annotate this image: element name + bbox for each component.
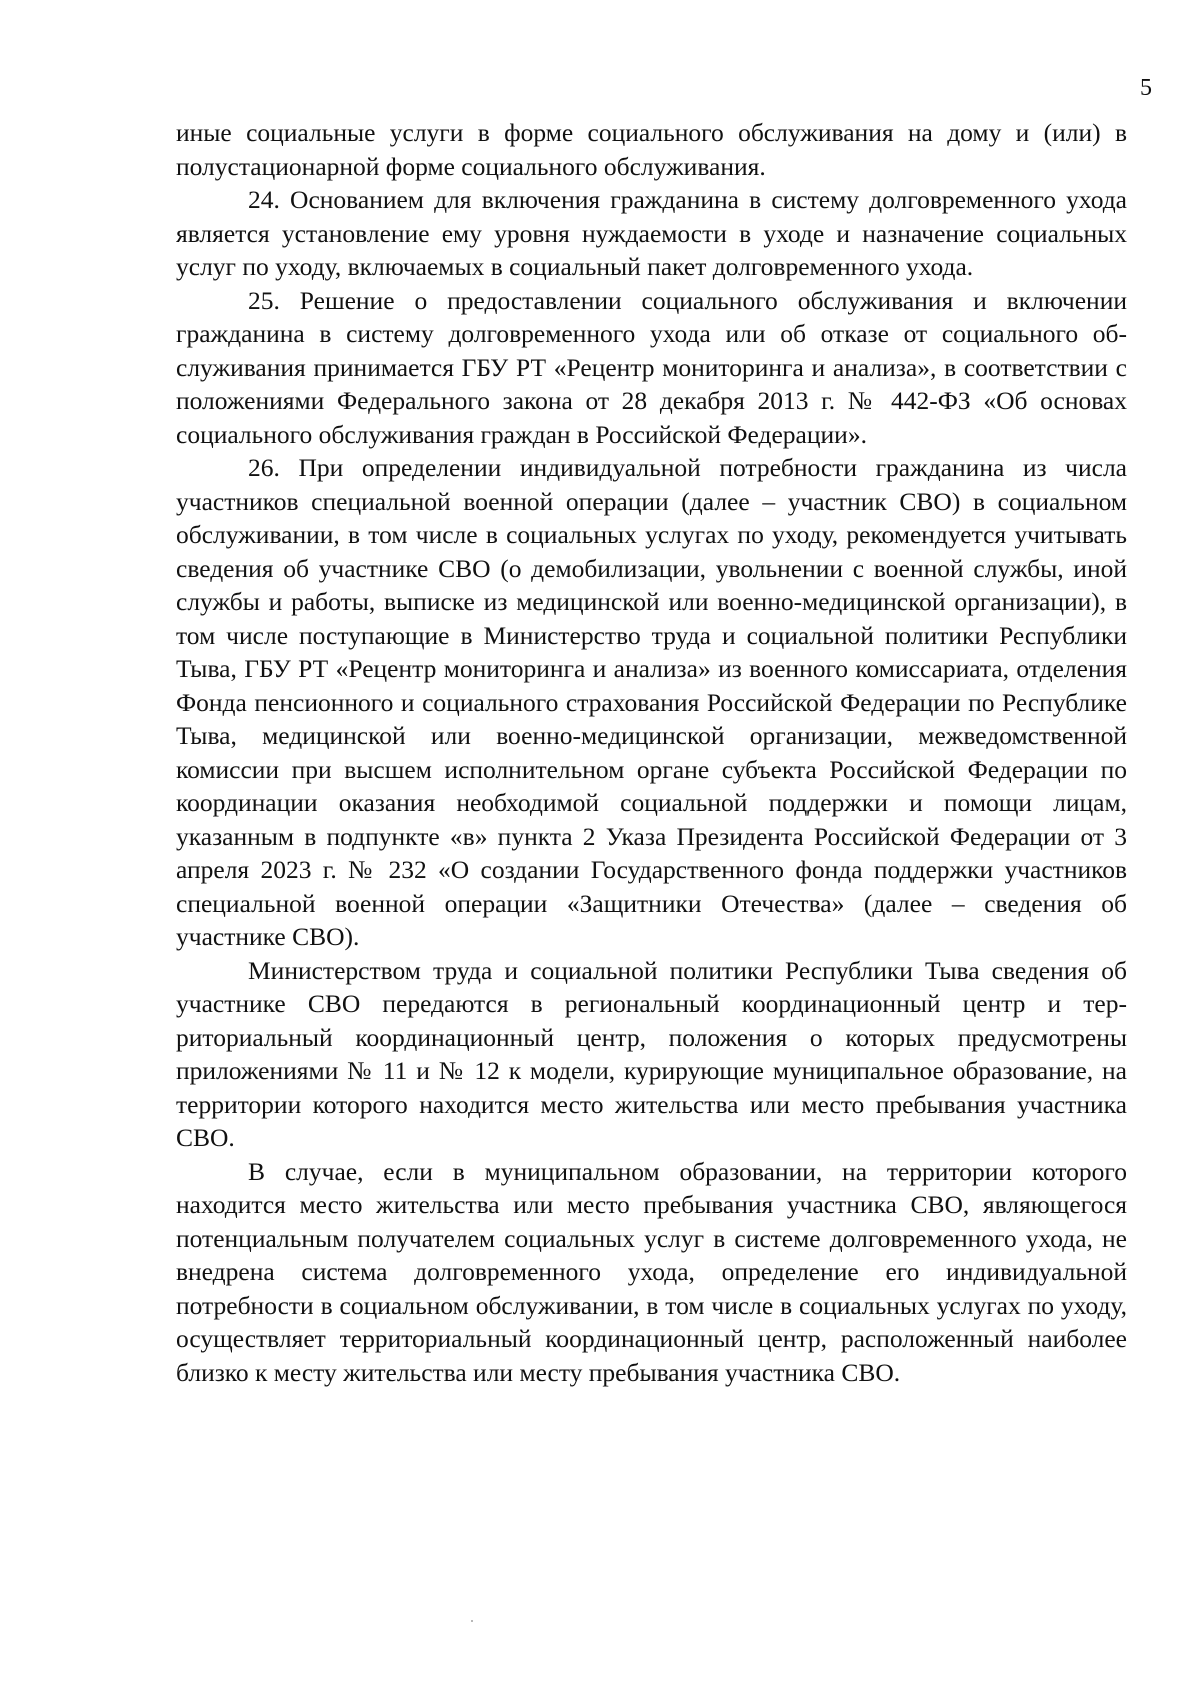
paragraph-item-26: 26. При определении индивидуальной потребности гражданина из числа участников специальной военной операции (далее – участник СВО) в социальном обслуживании, в том числе в социальных услугах по уходу, рекомендуется учитывать сведения об участнике СВО (о демобилизации, увольнении с военной службы, иной службы и работы, выписке из медицинской или военно-медицинской организации), в том числе поступающие в Министерство труда и социальной политики Республики Тыва, ГБУ РТ «Рецентр мониторинга и анализа» из военного комиссариата, отделения Фонда пенсионного и социального страхования Российской Федерации по Республике Тыва, медицинской или военно-медицинской организации, межведомственной комиссии при высшем исполнительном органе субъекта Российской Федерации по координации оказания необходимой социальной поддержки и помощи лицам, указанным в подпункте «в» пункта 2 Указа Президента Российской Федерации от 3 апреля 2023 г. № 232 «О создании Государственного фонда поддержки участников специальной военной операции «Защитники Отечества» (далее – сведения об участнике СВО). xyxy=(176,453,1127,951)
paragraph-item-24: 24. Основанием для включения гражданина в систему долговременного ухода является установление ему уровня нуждаемости в уходе и назначение социальных услуг по уходу, включаемых в социальный пакет долговременного ухода. xyxy=(176,185,1127,281)
paragraph-ministry-transfer: Министерством труда и социальной политики Республики Тыва сведения об участнике СВО передаются в региональный координационный центр и территориальный координационный центр, положения о которых предусмотрены приложениями № 11 и № 12 к модели, курирующие муниципальное образование, на территории которого находится место жительства или место пребывания участника СВО. xyxy=(176,955,1127,1152)
paragraph-item-25: 25. Решение о предоставлении социального обслуживания и включении гражданина в систему долговременного ухода или об отказе от социального обслуживания принимается ГБУ РТ «Рецентр мониторинга и анализа», в соответствии с положениями Федерального закона от 28 декабря 2013 г. № 442-ФЗ «Об основах социального обслуживания граждан в Российской Федерации». xyxy=(176,285,1127,449)
paragraph-continuation: иные социальные услуги в форме социального обслуживания на дому и (или) в полустационарной форме социального обслуживания. xyxy=(176,118,1127,181)
paragraph-territorial-center: В случае, если в муниципальном образовании, на территории которого находится место жительства или место пребывания участника СВО, являющегося потенциальным получателем социальных услуг в системе долговременного ухода, не внедрена система долговременного ухода, определение его индивидуальной потребности в социальном обслуживании, в том числе в социальных услугах по уходу, осуществляет территориальный координационный центр, расположенный наиболее близко к месту жительства или месту пребывания участника СВО. xyxy=(176,1156,1127,1387)
document-body xyxy=(176,116,1127,1389)
page-number: 5 xyxy=(1140,75,1152,101)
scan-speck xyxy=(471,1620,473,1622)
